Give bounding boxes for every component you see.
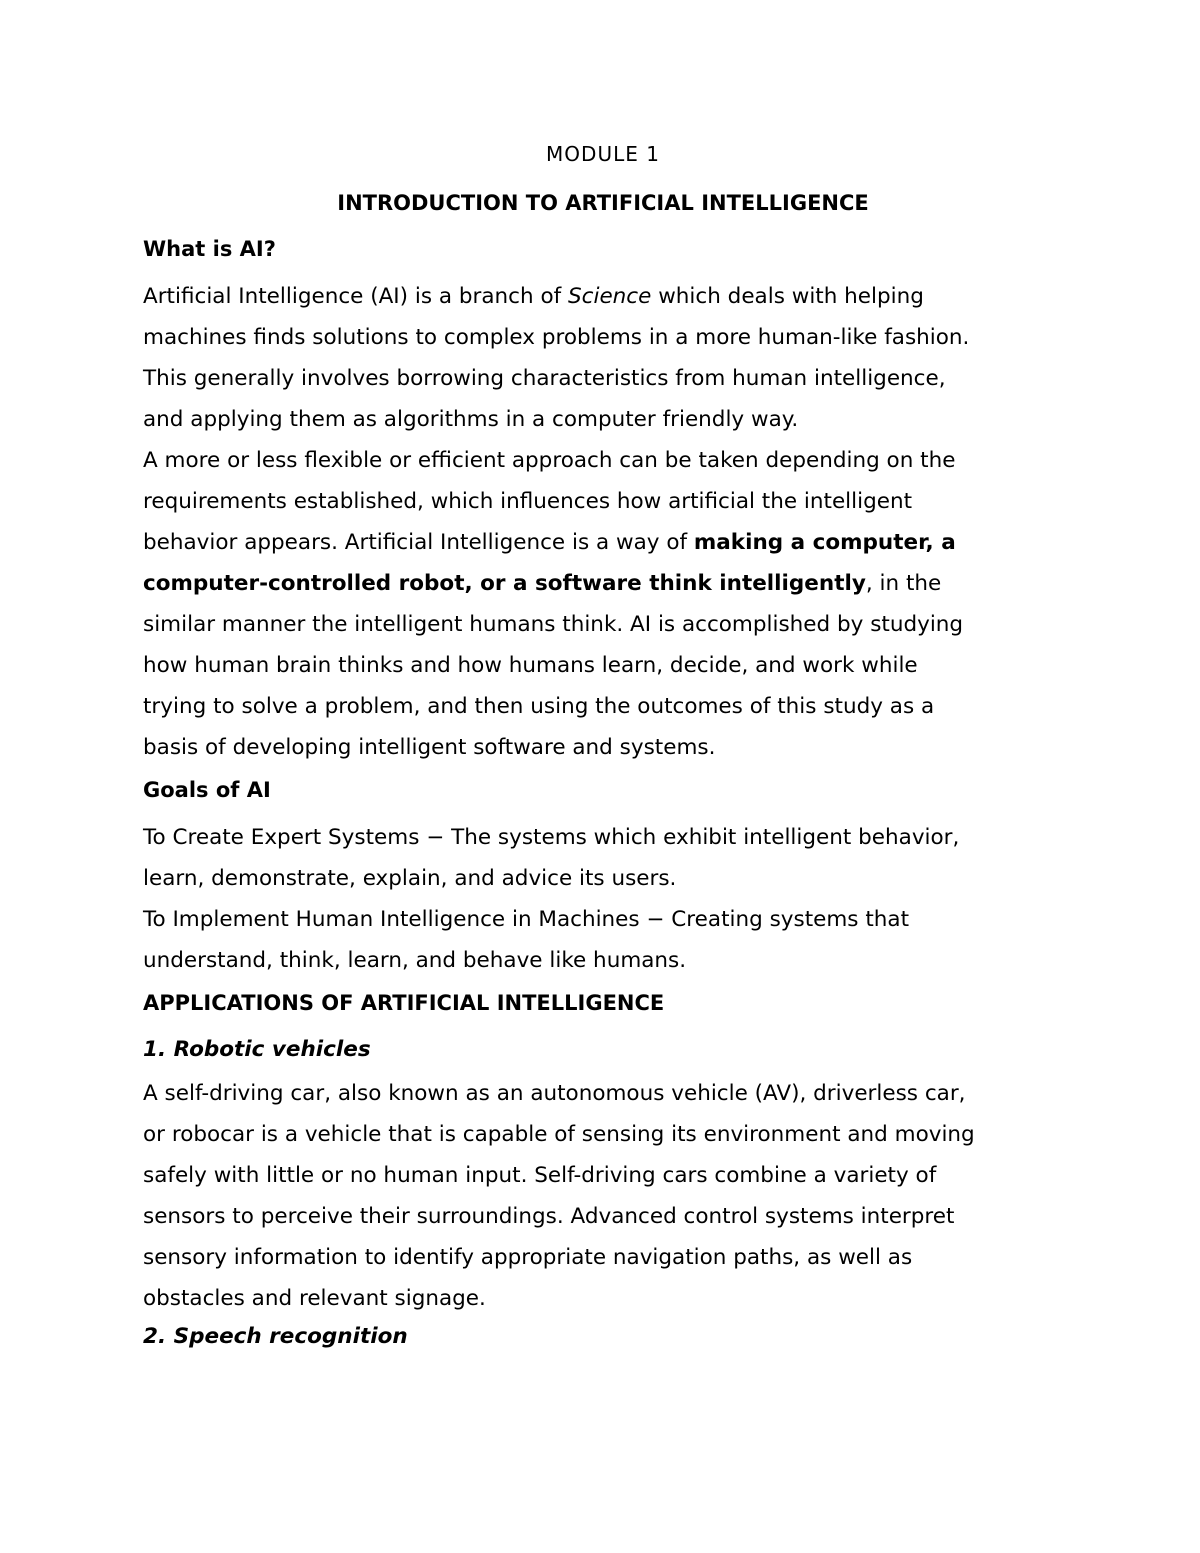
document-content bbox=[143, 136, 1063, 1360]
subheading-robotic-vehicles: 1. Robotic vehicles bbox=[143, 1037, 371, 1062]
text-span: which deals with helping bbox=[651, 284, 924, 309]
module-label: MODULE 1 bbox=[546, 142, 660, 166]
text-line bbox=[143, 522, 1063, 563]
goals-list bbox=[143, 817, 1063, 981]
text-line: understand, think, learn, and behave like humans. bbox=[143, 948, 687, 973]
text-line: similar manner the intelligent humans think. AI is accomplished by studying bbox=[143, 612, 964, 637]
text-line: machines finds solutions to complex problems in a more human-like fashion. bbox=[143, 325, 970, 350]
text-line: obstacles and relevant signage. bbox=[143, 1286, 486, 1311]
bold-phrase: making a computer, a bbox=[693, 530, 956, 555]
text-line bbox=[143, 276, 1063, 317]
text-line: or robocar is a vehicle that is capable of sensing its environment and moving bbox=[143, 1122, 975, 1147]
document-title: INTRODUCTION TO ARTIFICIAL INTELLIGENCE bbox=[337, 191, 869, 215]
section-heading-what-is-ai: What is AI? bbox=[143, 237, 276, 261]
text-line: and applying them as algorithms in a computer friendly way. bbox=[143, 407, 799, 432]
section-heading-goals: Goals of AI bbox=[143, 778, 271, 802]
text-line: learn, demonstrate, explain, and advice its users. bbox=[143, 866, 677, 891]
section-heading-applications: APPLICATIONS OF ARTIFICIAL INTELLIGENCE bbox=[143, 991, 665, 1015]
text-line: sensory information to identify appropriate navigation paths, as well as bbox=[143, 1245, 913, 1270]
text-span: behavior appears. Artificial Intelligence is a way of bbox=[143, 530, 694, 555]
text-line: safely with little or no human input. Self-driving cars combine a variety of bbox=[143, 1163, 937, 1188]
text-line bbox=[143, 563, 1063, 604]
text-line: how human brain thinks and how humans learn, decide, and work while bbox=[143, 653, 918, 678]
paragraph-definition bbox=[143, 276, 1063, 768]
text-line: basis of developing intelligent software and systems. bbox=[143, 735, 716, 760]
text-line: A more or less flexible or efficient approach can be taken depending on the bbox=[143, 448, 956, 473]
text-line: trying to solve a problem, and then using the outcomes of this study as a bbox=[143, 694, 935, 719]
text-line: To Create Expert Systems − The systems which exhibit intelligent behavior, bbox=[143, 825, 960, 850]
text-line: requirements established, which influences how artificial the intelligent bbox=[143, 489, 913, 514]
paragraph-robotic-vehicles bbox=[143, 1073, 1063, 1319]
bold-phrase: computer-controlled robot, or a software think intelligently bbox=[143, 571, 866, 596]
text-line: This generally involves borrowing characteristics from human intelligence, bbox=[143, 366, 946, 391]
text-line: To Implement Human Intelligence in Machines − Creating systems that bbox=[143, 907, 910, 932]
emphasis-science: Science bbox=[568, 284, 652, 309]
text-line: A self-driving car, also known as an autonomous vehicle (AV), driverless car, bbox=[143, 1081, 966, 1106]
text-span: Artificial Intelligence (AI) is a branch of bbox=[143, 284, 569, 309]
subheading-speech-recognition: 2. Speech recognition bbox=[143, 1324, 408, 1349]
text-span: , in the bbox=[865, 571, 942, 596]
text-line: sensors to perceive their surroundings. Advanced control systems interpret bbox=[143, 1204, 955, 1229]
